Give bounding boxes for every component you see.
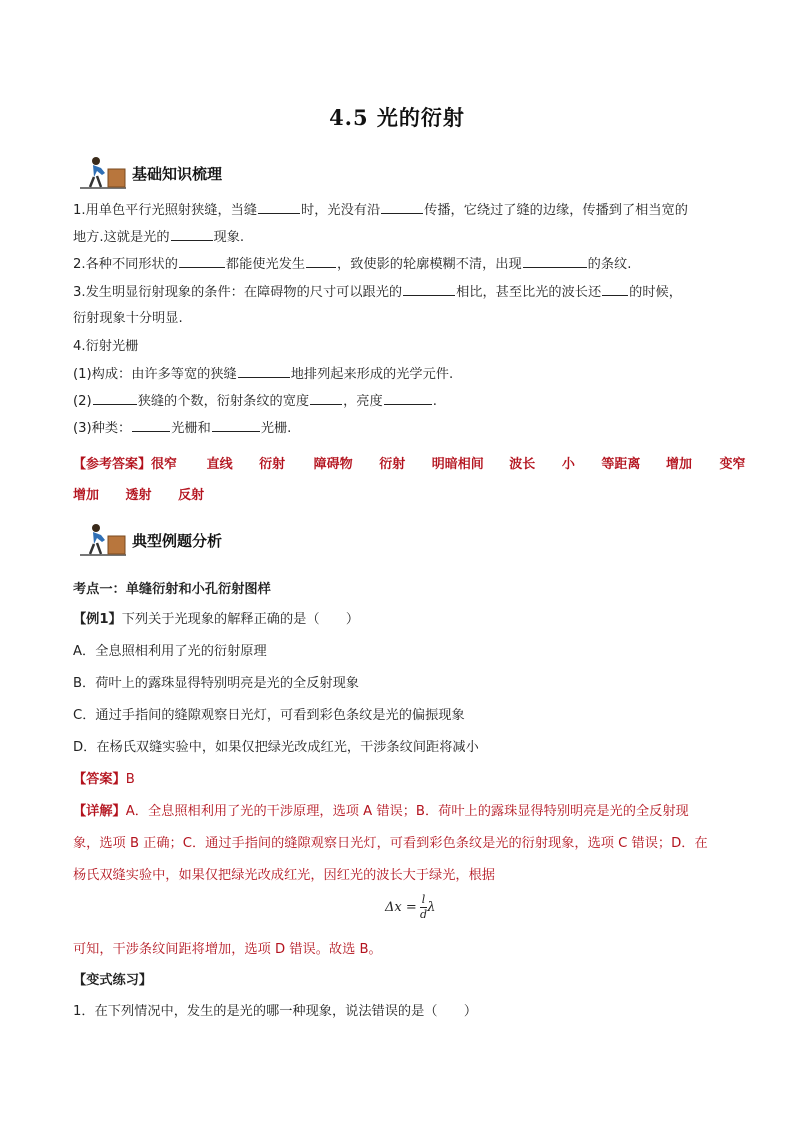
option-a: A．全息照相利用了光的衍射原理 xyxy=(73,644,267,659)
option-b: B．荷叶上的露珠显得特别明亮是光的全反射现象 xyxy=(73,676,359,691)
fill-blank[interactable] xyxy=(238,364,290,378)
boy-pushing-box-icon xyxy=(80,522,128,560)
detail-line-2: 象，选项 B 正确；C．通过手指间的缝隙观察日光灯，可看到彩色条纹是光的衍射现象，选项 C 错误；D．在 xyxy=(73,836,708,851)
practice-heading: 【变式练习】 xyxy=(73,973,153,988)
question-1-line-2: 地方.这就是光的 现象. xyxy=(73,227,244,248)
page-title: 4.5 光的衍射 xyxy=(329,105,465,130)
question-4-part-3: (3)种类： 光栅和 光栅. xyxy=(73,418,291,439)
fill-blank[interactable] xyxy=(93,391,137,405)
reference-answers-row-2: 增加 透射 反射 xyxy=(73,488,205,503)
fill-blank[interactable] xyxy=(381,200,423,214)
reference-answers-row-1: 【参考答案】很窄 直线 衍射 障碍物 衍射 明暗相间 波长 小 等距离 增加 变窄 xyxy=(73,457,746,472)
option-d: D．在杨氏双缝实验中，如果仅把绿光改成红光，干涉条纹间距将减小 xyxy=(73,740,479,755)
kaodian-heading: 考点一：单缝衍射和小孔衍射图样 xyxy=(73,582,271,597)
fill-blank[interactable] xyxy=(310,391,342,405)
practice-question-1: 1．在下列情况中，发生的是光的哪一种现象，说法错误的是（ ） xyxy=(73,1004,478,1019)
fill-blank[interactable] xyxy=(306,254,336,268)
question-1-line-1: 1.用单色平行光照射狭缝，当缝 时，光没有沿 传播，它绕过了缝的边缘，传播到了相当宽的 xyxy=(73,200,688,221)
fill-blank[interactable] xyxy=(212,418,260,432)
boy-pushing-box-icon xyxy=(80,155,128,193)
question-3-line-2: 衍射现象十分明显. xyxy=(73,311,183,326)
fill-blank[interactable] xyxy=(132,418,170,432)
section-title: 典型例题分析 xyxy=(132,532,223,550)
example-1-stem: 【例1】下列关于光现象的解释正确的是（ ） xyxy=(73,612,360,627)
question-4-heading: 4.衍射光栅 xyxy=(73,339,139,354)
example-answer: 【答案】B xyxy=(73,772,135,787)
fill-blank[interactable] xyxy=(179,254,225,268)
fill-blank[interactable] xyxy=(258,200,300,214)
question-2: 2.各种不同形状的 都能使光发生 ，致使影的轮廓模糊不清，出现 的条纹. xyxy=(73,254,631,275)
question-3-line-1: 3.发生明显衍射现象的条件：在障碍物的尺寸可以跟光的 相比，甚至比光的波长还 的时候， xyxy=(73,282,682,303)
question-4-part-2: (2) 狭缝的个数，衍射条纹的宽度 ，亮度 . xyxy=(73,391,437,412)
fill-blank[interactable] xyxy=(523,254,587,268)
detail-line-1: 【详解】A．全息照相利用了光的干涉原理，选项 A 错误；B．荷叶上的露珠显得特别明亮是光的全反射现 xyxy=(73,804,689,819)
question-4-part-1: (1)构成：由许多等宽的狭缝 地排列起来形成的光学元件. xyxy=(73,364,453,385)
fill-blank[interactable] xyxy=(384,391,432,405)
fill-blank[interactable] xyxy=(602,282,628,296)
fill-blank[interactable] xyxy=(171,227,213,241)
detail-line-3: 杨氏双缝实验中，如果仅把绿光改成红光，因红光的波长大于绿光，根据 xyxy=(73,868,495,883)
option-c: C．通过手指间的缝隙观察日光灯，可看到彩色条纹是光的偏振现象 xyxy=(73,708,465,723)
fringe-spacing-formula: Δx = $\frac{l}{d}$ λ xyxy=(385,893,436,921)
fill-blank[interactable] xyxy=(403,282,455,296)
detail-line-4: 可知，干涉条纹间距将增加，选项 D 错误。故选 B。 xyxy=(73,942,382,957)
section-title: 基础知识梳理 xyxy=(132,165,223,183)
